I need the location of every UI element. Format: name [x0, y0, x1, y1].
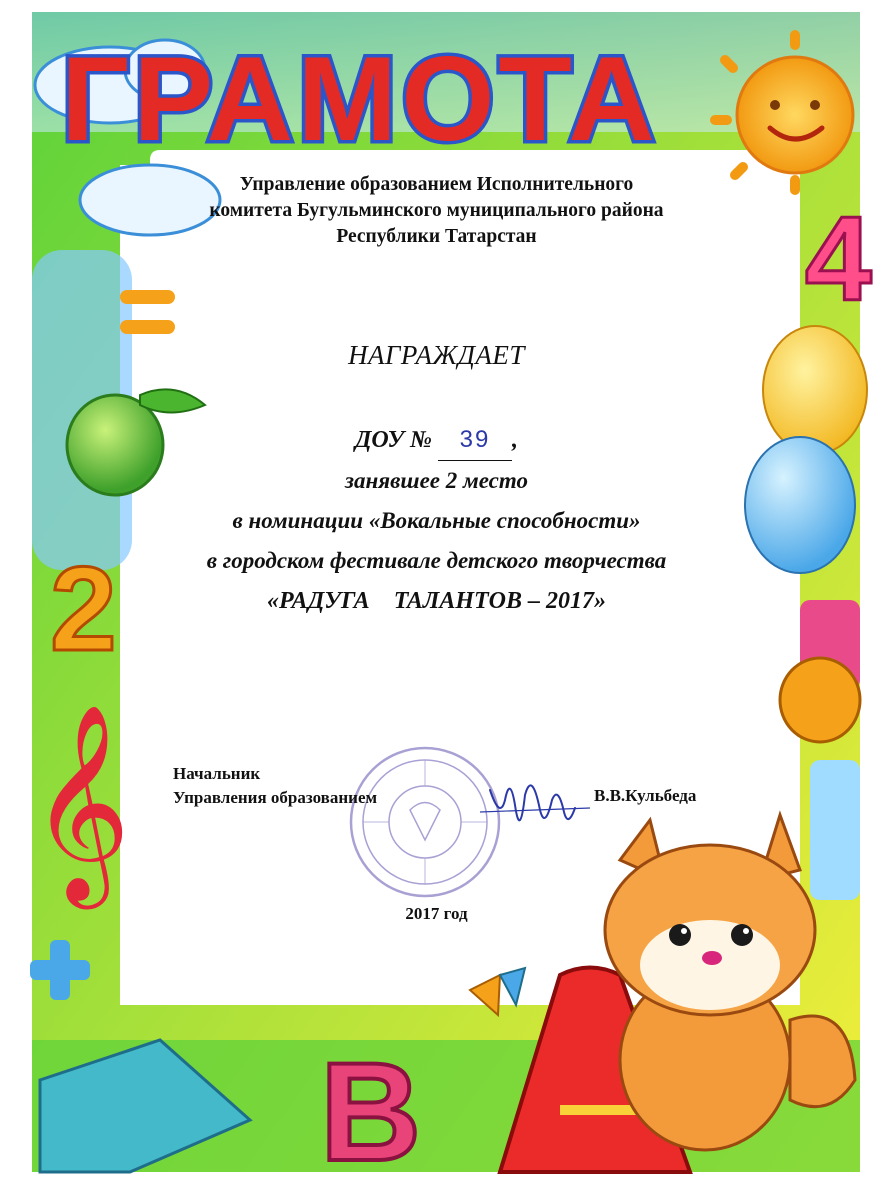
recipient-prefix: ДОУ № — [355, 427, 432, 453]
organization-line-2: комитета Бугульминского муниципального района — [209, 200, 664, 221]
organization-line-3: Республики Татарстан — [336, 226, 537, 247]
festival-name-line: «РАДУГА ТАЛАНТОВ – 2017» — [267, 588, 606, 614]
recipient-line — [0, 420, 873, 461]
nomination-line: в номинации «Вокальные способности» — [232, 508, 641, 533]
certificate-year: 2017 год — [405, 904, 468, 923]
certificate-title: ГРАМОТА — [61, 32, 659, 166]
signature-role — [173, 762, 377, 810]
organization-line-1: Управление образованием Исполнительного — [239, 174, 634, 195]
recipient-suffix: , — [512, 427, 518, 453]
festival-line: в городском фестивале детского творчества — [206, 548, 667, 573]
award-word: НАГРАЖДАЕТ — [348, 340, 525, 370]
signature-name: В.В.Кульбеда — [594, 786, 697, 805]
number-4-decor: 4 — [805, 192, 872, 326]
award-body — [0, 420, 873, 621]
organization-header — [0, 172, 873, 250]
letter-v-decor: В — [320, 1033, 422, 1190]
number-2-decor: 2 — [50, 542, 117, 676]
place-line: занявшее 2 место — [345, 468, 528, 493]
signature-role-line-2: Управления образованием — [173, 788, 378, 807]
treble-clef-icon: 𝄞 — [30, 703, 131, 901]
recipient-number: 39 — [438, 420, 512, 461]
signature-role-line-1: Начальник — [173, 764, 261, 783]
